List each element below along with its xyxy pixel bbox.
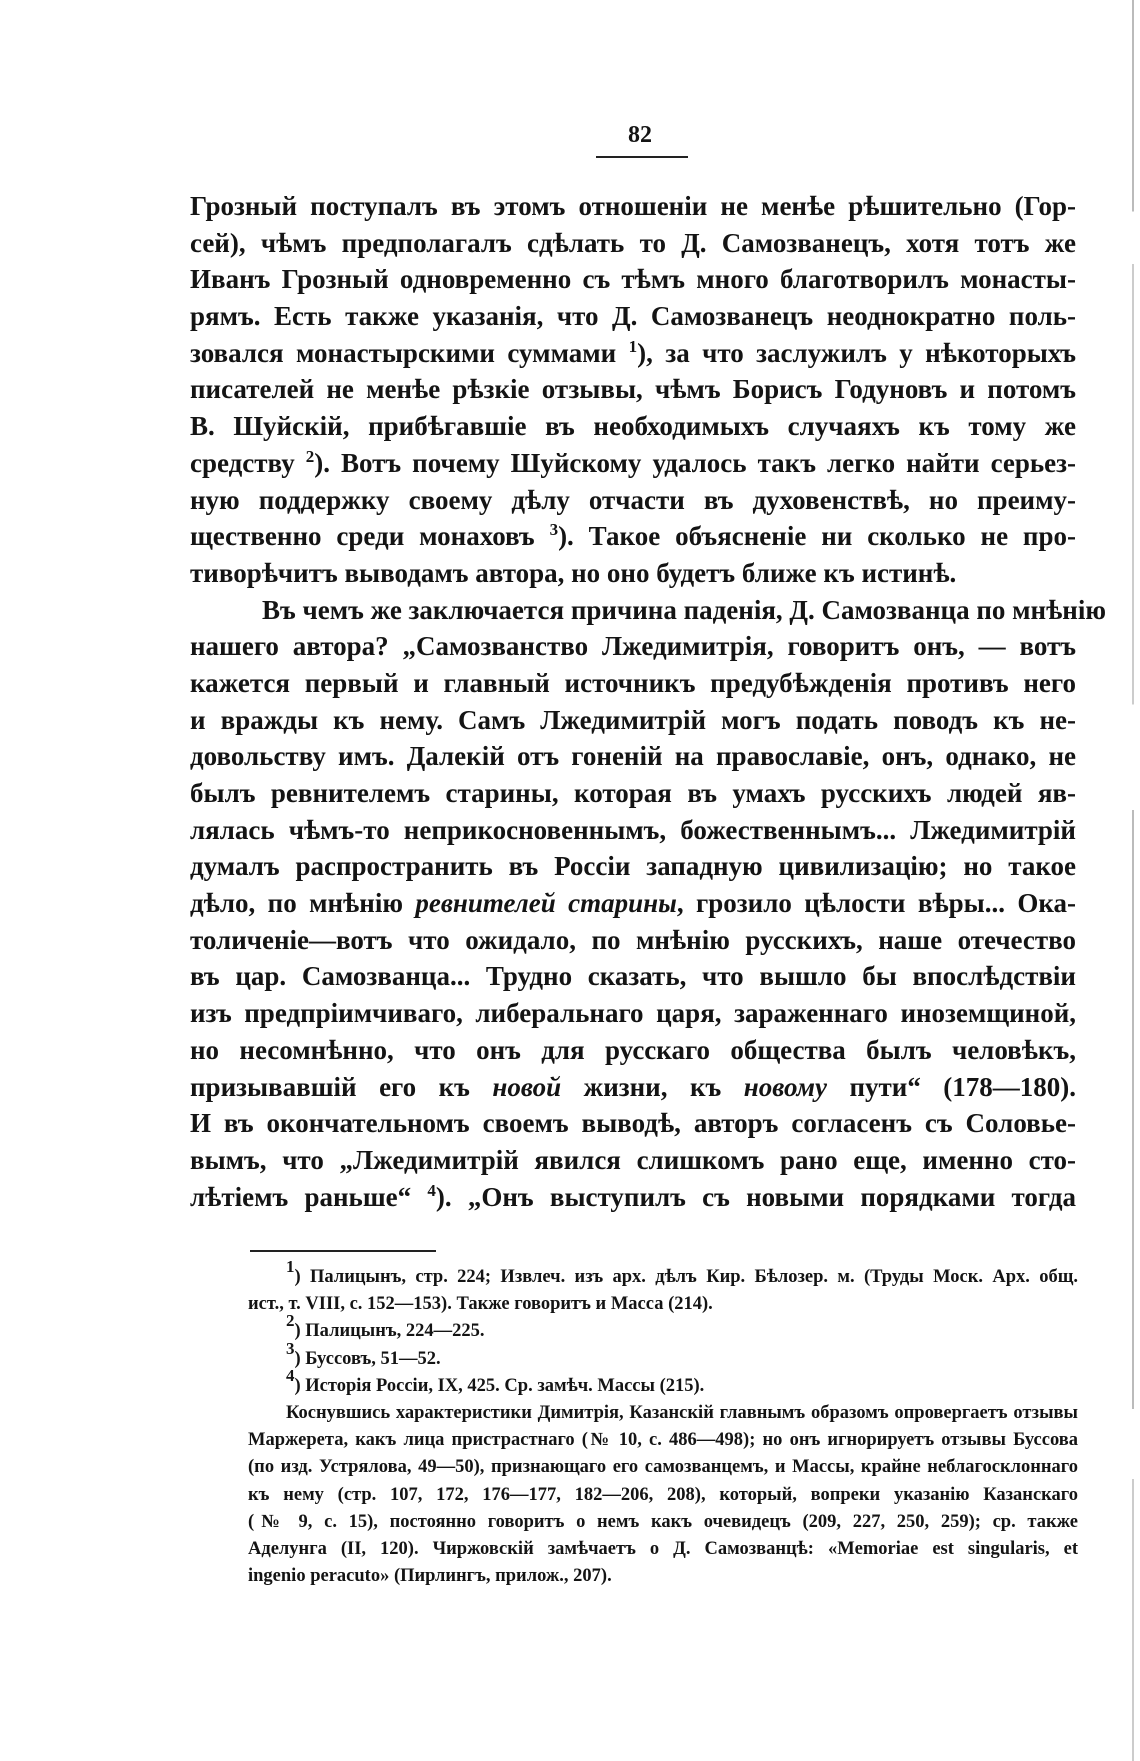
footnote-ref-3: 3 [549,520,559,540]
footnote-line: (№ 9, с. 15), постоянно говоритъ о немъ какъ очевидецъ (209, 227, 250, 259); ср. также [248,1511,1078,1532]
body-line: довольству имъ. Далекій отъ гоненій на православіе, онъ, однако, не [190,741,1076,772]
body-line [190,1179,1076,1216]
footnote-mark: 2 [286,1311,295,1331]
body-line [190,335,1076,372]
body-line [190,445,1076,482]
body-line: рямъ. Есть также указанія, что Д. Самозванецъ неоднократно поль- [190,301,1076,332]
footnote-separator [250,1250,436,1252]
italic-phrase: новому [743,1071,827,1102]
footnote-line: ист., т. VIII, с. 152—153). Также говоритъ и Масса (214). [248,1294,713,1315]
footnote-line [248,1311,1078,1345]
footnote-line: къ нему (стр. 107, 172, 176—177, 182—206, 208), который, вопреки указанію Казанскаго [248,1484,1078,1505]
body-line: В. Шуйскій, прибѣгавшіе въ необходимыхъ случаяхъ къ тому же [190,411,1076,442]
text-run: дѣло, по мнѣнію [190,888,403,919]
body-line: сей), чѣмъ предполагалъ сдѣлать то Д. Самозванецъ, хотя тотъ же [190,227,1076,258]
body-line [190,1069,1076,1106]
body-line: въ цар. Самозванца... Трудно сказать, что вышло бы впослѣдствіи [190,961,1076,992]
text-run: ) Палицынъ, 224—225. [294,1321,485,1342]
text-run: ) Буссовъ, 51—52. [294,1348,441,1369]
footnote-line: Коснувшись характеристики Димитрія, Казанскій главнымъ образомъ опровергаетъ отзывы [286,1402,1078,1423]
text-run: , грозило цѣлости вѣры... Ока- [676,888,1077,919]
text-run: средству [190,447,295,478]
footnote-ref-4: 4 [427,1180,436,1200]
footnote-line [248,1365,1078,1400]
text-run: лѣтіемъ раньше“ [190,1181,412,1212]
body-line: вымъ, что „Лжедимитрій явился слишкомъ рано еще, именно сто- [190,1144,1076,1175]
body-line: и вражды къ нему. Самъ Лжедимитрій могъ подать поводъ къ не- [190,704,1076,735]
footnote-mark: 3 [286,1338,295,1358]
italic-phrase: ревнителей старины [415,888,677,919]
text-run: жизни, къ [583,1071,722,1102]
text-run: пути“ (178—180). [849,1071,1077,1102]
text-run: ) Палицынъ, стр. 224; Извлеч. изъ арх. дѣлъ Кир. Бѣлозер. м. (Труды Моск. Арх. общ. [294,1267,1078,1287]
footnote-line: (по изд. Устрялова, 49—50), признающаго его самозванцемъ, и Массы, крайне неблагосклоннаго [248,1457,1078,1478]
footnote-line [248,1338,1078,1373]
body-line: ную поддержку своему дѣлу отчасти въ духовенствѣ, но преиму- [190,484,1076,515]
text-run: призывавшій его къ [190,1071,470,1102]
body-line: толиченіе—вотъ что ожидало, по мнѣнію русскихъ, наше отечество [190,924,1076,955]
body-line: Грозный поступалъ въ этомъ отношеніи не менѣе рѣшительно (Гор- [190,191,1076,221]
body-line [190,518,1076,555]
body-line: Въ чемъ же заключается причина паденія, Д. Самозванца по мнѣнію [262,594,1106,625]
text-run: зовался монастырскими суммами [190,337,617,368]
footnote-mark: 1 [286,1257,295,1276]
text-run: ) Исторія Россіи, IX, 425. Ср. замѣч. Массы (215). [294,1375,705,1396]
body-line: но несомнѣнно, что онъ для русскаго общества былъ человѣкъ, [190,1034,1076,1065]
footnote-line [248,1257,1078,1291]
body-line: думалъ распространить въ Россіи западную цивилизацію; но такое [190,851,1076,882]
body-line: Иванъ Грозный одновременно съ тѣмъ много благотворилъ монасты- [190,264,1076,295]
body-line: былъ ревнителемъ старины, которая въ умахъ русскихъ людей яв- [190,778,1076,808]
body-line: изъ предпріимчиваго, либеральнаго царя, зараженнаго иноземщиной, [190,998,1076,1029]
italic-phrase: новой [492,1071,562,1102]
body-line: лялась чѣмъ-то неприкосновеннымъ, божественнымъ... Лжедимитрій [190,814,1076,845]
text-run: щественно среди монаховъ [190,521,535,552]
body-line: писателей не менѣе рѣзкіе отзывы, чѣмъ Борисъ Годуновъ и потомъ [190,374,1076,405]
footnote-line: ingenio peracuto» (Пирлингъ, прилож., 207). [248,1566,612,1587]
footnote-mark: 4 [286,1365,295,1385]
body-line: И въ окончательномъ своемъ выводѣ, авторъ согласенъ съ Соловье- [190,1108,1076,1139]
body-line: нашего автора? „Самозванство Лжедимитрія, говоритъ онъ, — вотъ [190,631,1076,662]
page-number-rule [596,156,688,158]
footnote-ref-1: 1 [628,336,638,356]
body-line [190,885,1076,922]
body-line: кажется первый и главный источникъ предубѣжденія противъ него [190,667,1076,698]
footnote-line: Аделунга (II, 120). Чиржовскій замѣчаетъ о Д. Самозванцѣ: «Memoriae est singularis, et [248,1538,1078,1559]
body-line: тиворѣчитъ выводамъ автора, но оно будетъ ближе къ истинѣ. [190,557,957,588]
text-run: ), за что заслужилъ у нѣкоторыхъ [637,337,1077,368]
footnote-ref-2: 2 [305,446,315,466]
text-run: ). „Онъ выступилъ съ новыми порядками тогда [435,1181,1077,1212]
footnote-line: Маржерета, какъ лица пристрастнаго (№ 10, с. 486—498); но онъ игнорируетъ отзывы Буссова [248,1430,1078,1451]
body-text [190,188,1106,1215]
page-edge [1132,0,1134,1761]
footnotes [248,1257,1078,1590]
page-number: 82 [628,122,652,148]
text-run: ). Вотъ почему Шуйскому удалось такъ легко найти серьез- [314,447,1076,478]
text-run: ). Такое объясненіе ни сколько не про- [558,521,1077,552]
